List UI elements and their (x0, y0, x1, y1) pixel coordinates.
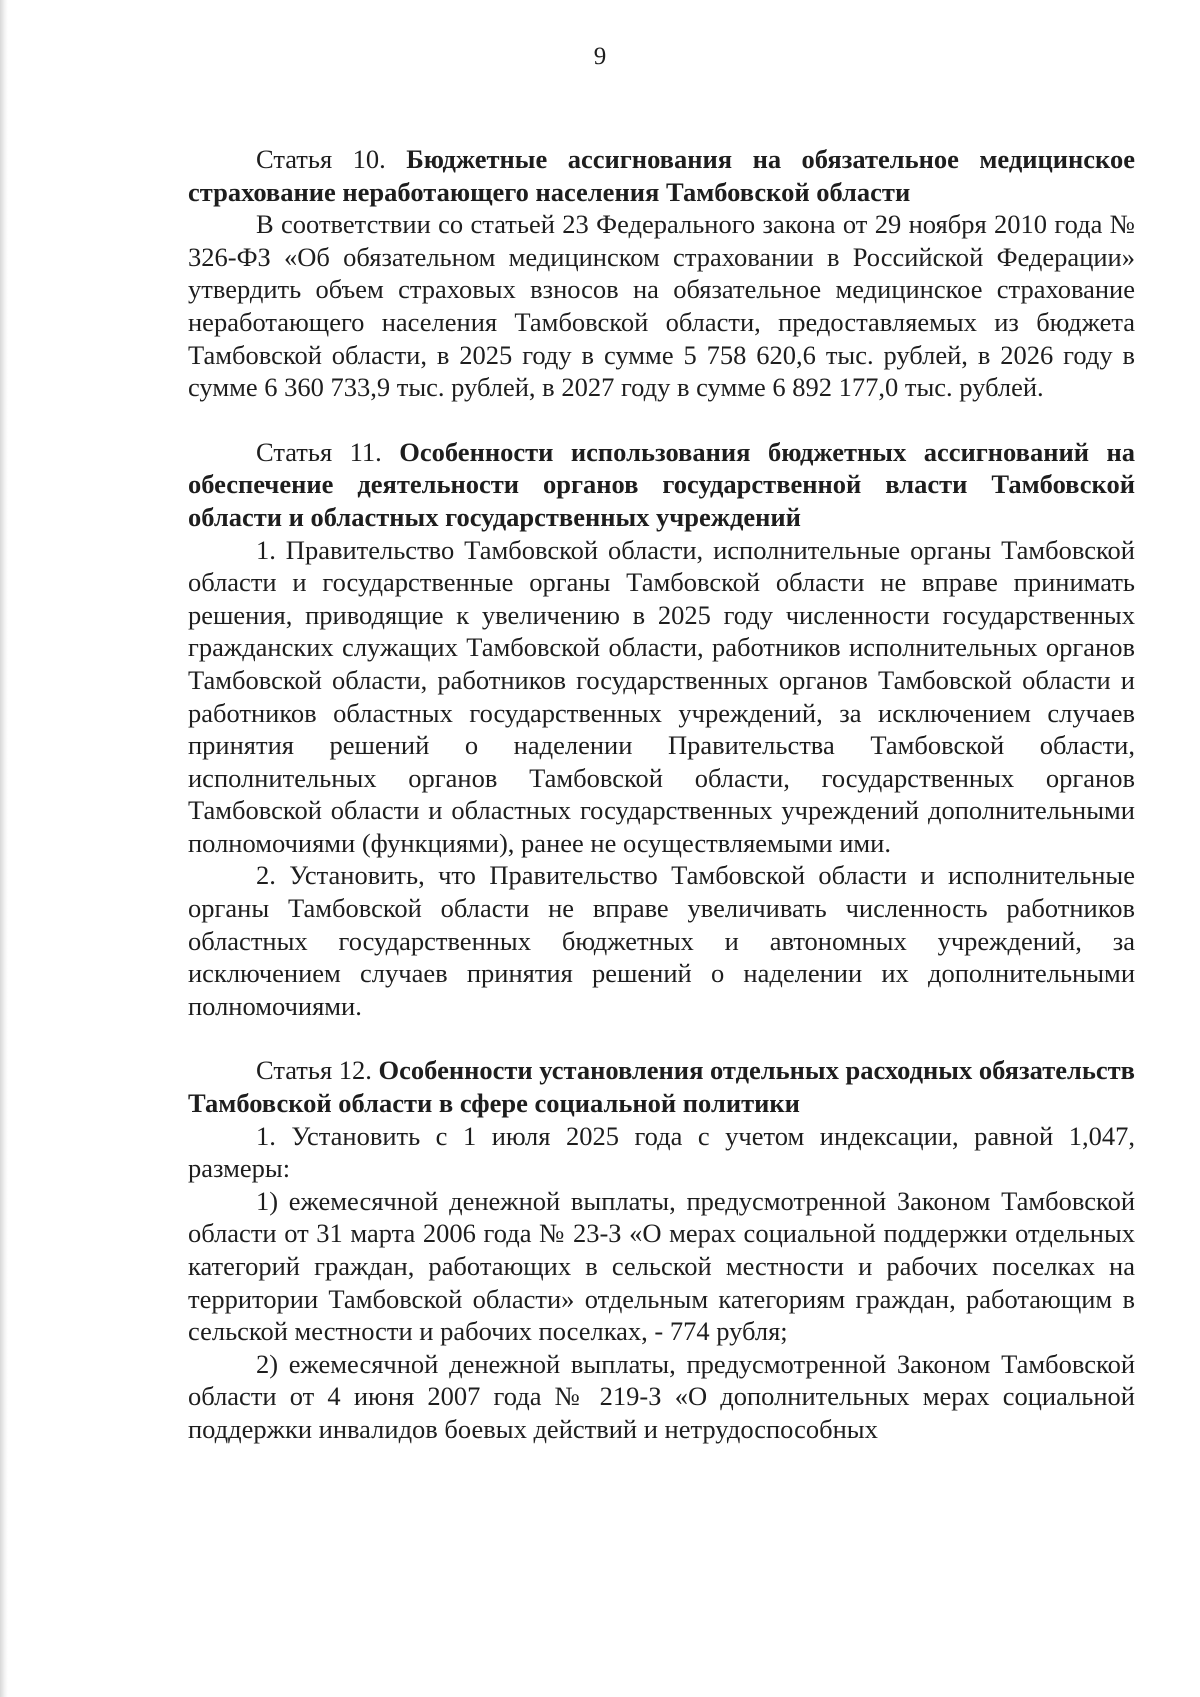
document-body (188, 143, 1135, 1446)
scan-edge (0, 0, 8, 1697)
article-10-title: Бюджетные ассигнования на обязательное медицинское страхование неработающего населения Тамбовской области (188, 144, 1135, 207)
article-12-prefix: Статья 12. (256, 1055, 372, 1086)
article-10-body: В соответствии со статьей 23 Федерального закона от 29 ноября 2010 года № 326-ФЗ «Об обязательном медицинском страховании в Российской Федерации» утвердить объем страховых взносов на обязательное медицинское страхование неработающего населения Тамбовской области, предоставляемых из бюджета Тамбовской области, в 2025 году в сумме 5 758 620,6 тыс. рублей, в 2026 году в сумме 6 360 733,9 тыс. рублей, в 2027 году в сумме 6 892 177,0 тыс. рублей. (188, 209, 1135, 403)
article-12-subitem-2: 2) ежемесячной денежной выплаты, предусмотренной Законом Тамбовской области от 4 июня 2007 года № 219-З «О дополнительных мерах социальной поддержки инвалидов боевых действий и нетрудоспособных (188, 1348, 1135, 1444)
spacer (188, 1022, 1135, 1054)
article-11-item-2: 2. Установить, что Правительство Тамбовской области и исполнительные органы Тамбовской области не вправе увеличивать численность работников областных государственных бюджетных и автономных учреждений, за исключением случаев принятия решений о наделении их дополнительными полномочиями. (188, 860, 1135, 1021)
page-number: 9 (593, 43, 607, 70)
article-12-heading (188, 1054, 1135, 1119)
article-12-title: Особенности установления отдельных расходных обязательств Тамбовской области в сфере социальной политики (188, 1055, 1135, 1119)
article-10-heading (188, 143, 1135, 208)
article-11-item-1: 1. Правительство Тамбовской области, исполнительные органы Тамбовской области и государственные органы Тамбовской области не вправе принимать решения, приводящие к увеличению в 2025 году численности государственных гражданских служащих Тамбовской области, работников исполнительных органов Тамбовской области, работников государственных органов Тамбовской области и работников областных государственных учреждений, за исключением случаев принятия решений о наделении Правительства Тамбовской области, исполнительных органов Тамбовской области, государственных органов Тамбовской области и областных государственных учреждений дополнительными полномочиями (функциями), ранее не осуществляемыми ими. (188, 534, 1135, 858)
article-11-title: Особенности использования бюджетных ассигнований на обеспечение деятельности органов государственной власти Тамбовской области и областных государственных учреждений (188, 436, 1135, 532)
article-10-prefix: Статья 10. (256, 144, 386, 174)
spacer (188, 404, 1135, 436)
article-11-heading (188, 436, 1135, 534)
article-11-prefix: Статья 11. (256, 436, 382, 467)
article-12-item-1: 1. Установить с 1 июля 2025 года с учетом индексации, равной 1,047, размеры: (188, 1120, 1135, 1184)
article-12-subitem-1: 1) ежемесячной денежной выплаты, предусмотренной Законом Тамбовской области от 31 марта 2006 года № 23-З «О мерах социальной поддержки отдельных категорий граждан, работающих в сельской местности и рабочих поселках на территории Тамбовской области» отдельным категориям граждан, работающим в сельской местности и рабочих поселках, - 774 рубля; (188, 1185, 1135, 1347)
